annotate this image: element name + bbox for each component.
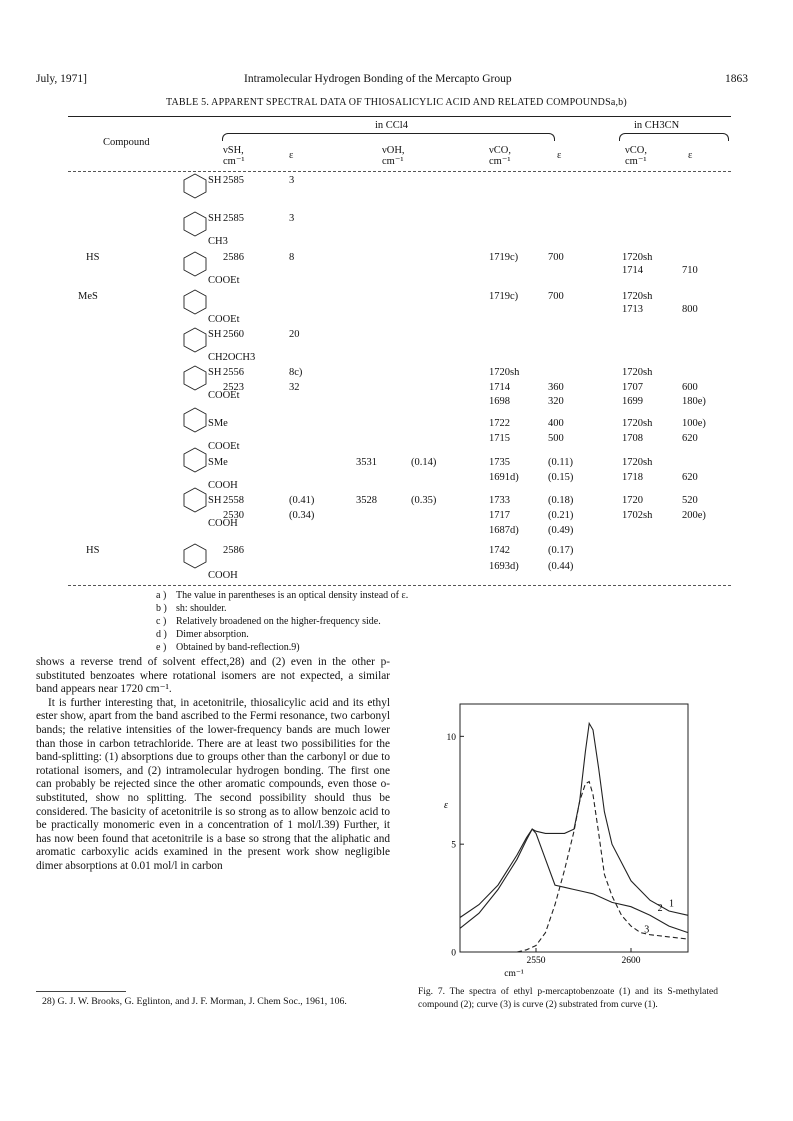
cell-vco: 1717: [489, 510, 510, 521]
y-tick-label: 10: [446, 732, 456, 743]
footnote-text: sh: shoulder.: [176, 603, 227, 614]
cell-vco2: 1708: [622, 433, 643, 444]
cell-vco: 1719c): [489, 291, 519, 302]
cell-vco2: 1707: [622, 382, 643, 393]
cell-voh: 3528: [356, 495, 377, 506]
footnote-rule: [36, 991, 126, 992]
running-title: Intramolecular Hydrogen Bonding of the Mercapto Group: [244, 73, 512, 85]
cell-vsh: 2530: [223, 510, 244, 521]
cell-vco2: 1720sh: [622, 252, 653, 263]
cell-vco-eps: (0.18): [548, 495, 574, 506]
c10-hs-label: HS: [86, 545, 100, 556]
series-1-line: [460, 723, 688, 917]
cell-vsh: 2585: [223, 213, 244, 224]
cell-vsh-eps: 3: [289, 175, 295, 186]
footnote-text: Relatively broadened on the higher-frequency side.: [176, 616, 381, 627]
body-column: [36, 656, 390, 874]
cell-vco2-eps: 710: [682, 265, 698, 276]
body-paragraph-1: shows a reverse trend of solvent effect,28) and (2) even in the other p-substituted benzoates where rotational isomers are not expected, a similar band appears near 1720 cm⁻¹.: [36, 656, 390, 696]
cell-vco: 1742: [489, 545, 510, 556]
c4-cooet-label: COOEt: [208, 314, 240, 325]
col-vco-eps: ε: [557, 150, 562, 161]
group-header-ccl4: in CCl4: [375, 120, 408, 131]
cell-vsh-eps: 8: [289, 252, 295, 263]
footnote-key: c ): [156, 616, 167, 627]
series-1-label: 1: [669, 898, 674, 910]
cell-vsh-eps: 20: [289, 329, 300, 340]
cell-vco2: 1702sh: [622, 510, 653, 521]
header-date: July, 1971]: [36, 73, 88, 85]
x-axis-label: cm⁻¹: [504, 969, 524, 979]
y-tick-label: 5: [451, 840, 456, 851]
cell-vco: 1698: [489, 396, 510, 407]
footnote-key: d ): [156, 629, 167, 640]
cell-vco: 1733: [489, 495, 510, 506]
c9-sh-label: SH: [208, 495, 222, 506]
cell-vco: 1715: [489, 433, 510, 444]
compound-structures: [80, 172, 220, 584]
cell-vco2-eps: 200e): [682, 510, 706, 521]
cell-vsh: 2560: [223, 329, 244, 340]
footnote-text: Dimer absorption.: [176, 629, 249, 640]
cell-vco-eps: 700: [548, 291, 564, 302]
cell-vco-eps: 360: [548, 382, 564, 393]
footnote-key: b ): [156, 603, 167, 614]
footnote-key: e ): [156, 642, 167, 653]
y-tick-label: 0: [451, 948, 456, 959]
cell-vco2-eps: 600: [682, 382, 698, 393]
col-compound: Compound: [103, 137, 150, 148]
cell-vco-eps: (0.44): [548, 561, 574, 572]
table-top-rule: [68, 116, 731, 117]
cell-vco: 1691d): [489, 472, 519, 483]
figure-caption: Fig. 7. The spectra of ethyl p-mercaptobenzoate (1) and its S-methylated compound (2); curve (3) is curve (2) substrated from curve (1).: [418, 987, 718, 1010]
c8-cooh-label: COOH: [208, 480, 238, 491]
c2-sh-label: SH: [208, 213, 222, 224]
cell-vco: 1693d): [489, 561, 519, 572]
cell-vco2: 1713: [622, 304, 643, 315]
c2-ch3-label: CH3: [208, 236, 228, 247]
cell-vco2-eps: 520: [682, 495, 698, 506]
cell-vco: 1735: [489, 457, 510, 468]
cell-vco2-eps: 180e): [682, 396, 706, 407]
y-axis-label: ε: [444, 800, 448, 811]
page-number: 1863: [725, 73, 748, 85]
c8-sme-label: SMe: [208, 457, 228, 468]
cell-vsh-eps: 32: [289, 382, 300, 393]
figure-7-chart: [418, 702, 718, 982]
col-vco: νCO, cm⁻¹: [489, 145, 511, 167]
c6-cooet-label: COOEt: [208, 390, 240, 401]
cell-vsh: 2556: [223, 367, 244, 378]
cell-vsh: 2586: [223, 545, 244, 556]
cell-vsh-eps: 3: [289, 213, 295, 224]
cell-vco-eps: (0.21): [548, 510, 574, 521]
cell-vsh-eps: 8c): [289, 367, 303, 378]
footnote-text: The value in parentheses is an optical density instead of ε.: [176, 590, 409, 601]
series-2-label: 2: [657, 903, 663, 915]
cell-vsh-eps: (0.41): [289, 495, 315, 506]
c5-ch2och3-label: CH2OCH3: [208, 352, 256, 363]
c5-sh-label: SH: [208, 329, 222, 340]
cell-vco: 1719c): [489, 252, 519, 263]
cell-vsh: 2586: [223, 252, 244, 263]
footnote-key: a ): [156, 590, 167, 601]
cell-vco-eps: 700: [548, 252, 564, 263]
cell-vco-eps: (0.15): [548, 472, 574, 483]
series-3-label: 3: [644, 924, 650, 936]
cell-vsh-eps: (0.34): [289, 510, 315, 521]
cell-vco2: 1720sh: [622, 291, 653, 302]
col-vsh: νSH, cm⁻¹: [223, 145, 245, 167]
cell-vco2: 1720sh: [622, 457, 653, 468]
ch3cn-brace: [619, 133, 729, 141]
cell-voh: 3531: [356, 457, 377, 468]
cell-vsh: 2523: [223, 382, 244, 393]
c7-sme-label: SMe: [208, 418, 228, 429]
cell-vsh: 2585: [223, 175, 244, 186]
col-voh: νOH, cm⁻¹: [382, 145, 405, 167]
cell-vco2-eps: 620: [682, 433, 698, 444]
cell-vco2-eps: 800: [682, 304, 698, 315]
c3-cooet-label: COOEt: [208, 275, 240, 286]
x-tick-label: 2550: [526, 956, 546, 966]
c6-sh-label: SH: [208, 367, 222, 378]
series-3-line: [517, 782, 688, 952]
cell-voh-eps: (0.35): [411, 495, 437, 506]
table-title: TABLE 5. APPARENT SPECTRAL DATA OF THIOSALICYLIC ACID AND RELATED COMPOUNDSa,b): [166, 97, 627, 108]
cell-vco-eps: (0.11): [548, 457, 573, 468]
col-vco2: νCO, cm⁻¹: [625, 145, 647, 167]
cell-vco-eps: 400: [548, 418, 564, 429]
footnote-28: 28) G. J. W. Brooks, G. Eglinton, and J. F. Morman, J. Chem Soc., 1961, 106.: [42, 996, 347, 1007]
cell-vco2: 1699: [622, 396, 643, 407]
x-tick-label: 2600: [621, 956, 641, 966]
c9-cooh-label: COOH: [208, 518, 238, 529]
cell-vco2: 1720sh: [622, 367, 653, 378]
footnote-text: Obtained by band-reflection.9): [176, 642, 300, 653]
body-paragraph-2: It is further interesting that, in acetonitrile, thiosalicylic acid and its ethyl ester show, apart from the band ascribed to the Fermi resonance, two carbonyl bands; the relative intensities of the lower-frequency bands are much lower than those in carbon tetrachloride. There are at least two possibilities for the band-splitting: (1) absorptions due to groups other than the carbonyl or due to rotational isomers, and (2) intramolecular hydrogen bonding. The first one can probably be rejected since the other aromatic compounds, even those o-substituted, show no splitting. The second possibility should thus be considered. The basicity of acetonitrile is so strong as to allow benzoic acid to be practically monomeric even in a concentration of 1 mol/l.39) Further, it has now been found that acetonitrile is a base so strong that the aliphatic and aromatic carboxylic acids examined in the present work show negligible dimer absorptions at 0.01 mol/l in carbon: [36, 696, 390, 872]
cell-vco-eps: 500: [548, 433, 564, 444]
cell-vco-eps: 320: [548, 396, 564, 407]
cell-vco2: 1718: [622, 472, 643, 483]
c10-cooh-label: COOH: [208, 570, 238, 581]
cell-vco: 1722: [489, 418, 510, 429]
c3-hs-label: HS: [86, 252, 100, 263]
col-vsh-eps: ε: [289, 150, 294, 161]
cell-vco2: 1720: [622, 495, 643, 506]
cell-voh-eps: (0.14): [411, 457, 437, 468]
cell-vco: 1687d): [489, 525, 519, 536]
c7-cooet-label: COOEt: [208, 441, 240, 452]
ccl4-brace: [222, 133, 555, 141]
cell-vco-eps: (0.17): [548, 545, 574, 556]
cell-vco: 1714: [489, 382, 510, 393]
cell-vco2-eps: 100e): [682, 418, 706, 429]
c1-sh-label: SH: [208, 175, 222, 186]
cell-vco2: 1720sh: [622, 418, 653, 429]
c4-mes-label: MeS: [78, 291, 98, 302]
cell-vco2: 1714: [622, 265, 643, 276]
table-bottom-rule: [68, 585, 731, 586]
cell-vco: 1720sh: [489, 367, 520, 378]
group-header-ch3cn: in CH3CN: [634, 120, 680, 131]
col-vco2-eps: ε: [688, 150, 693, 161]
series-2-line: [460, 829, 688, 933]
cell-vsh: 2558: [223, 495, 244, 506]
cell-vco-eps: (0.49): [548, 525, 574, 536]
cell-vco2-eps: 620: [682, 472, 698, 483]
